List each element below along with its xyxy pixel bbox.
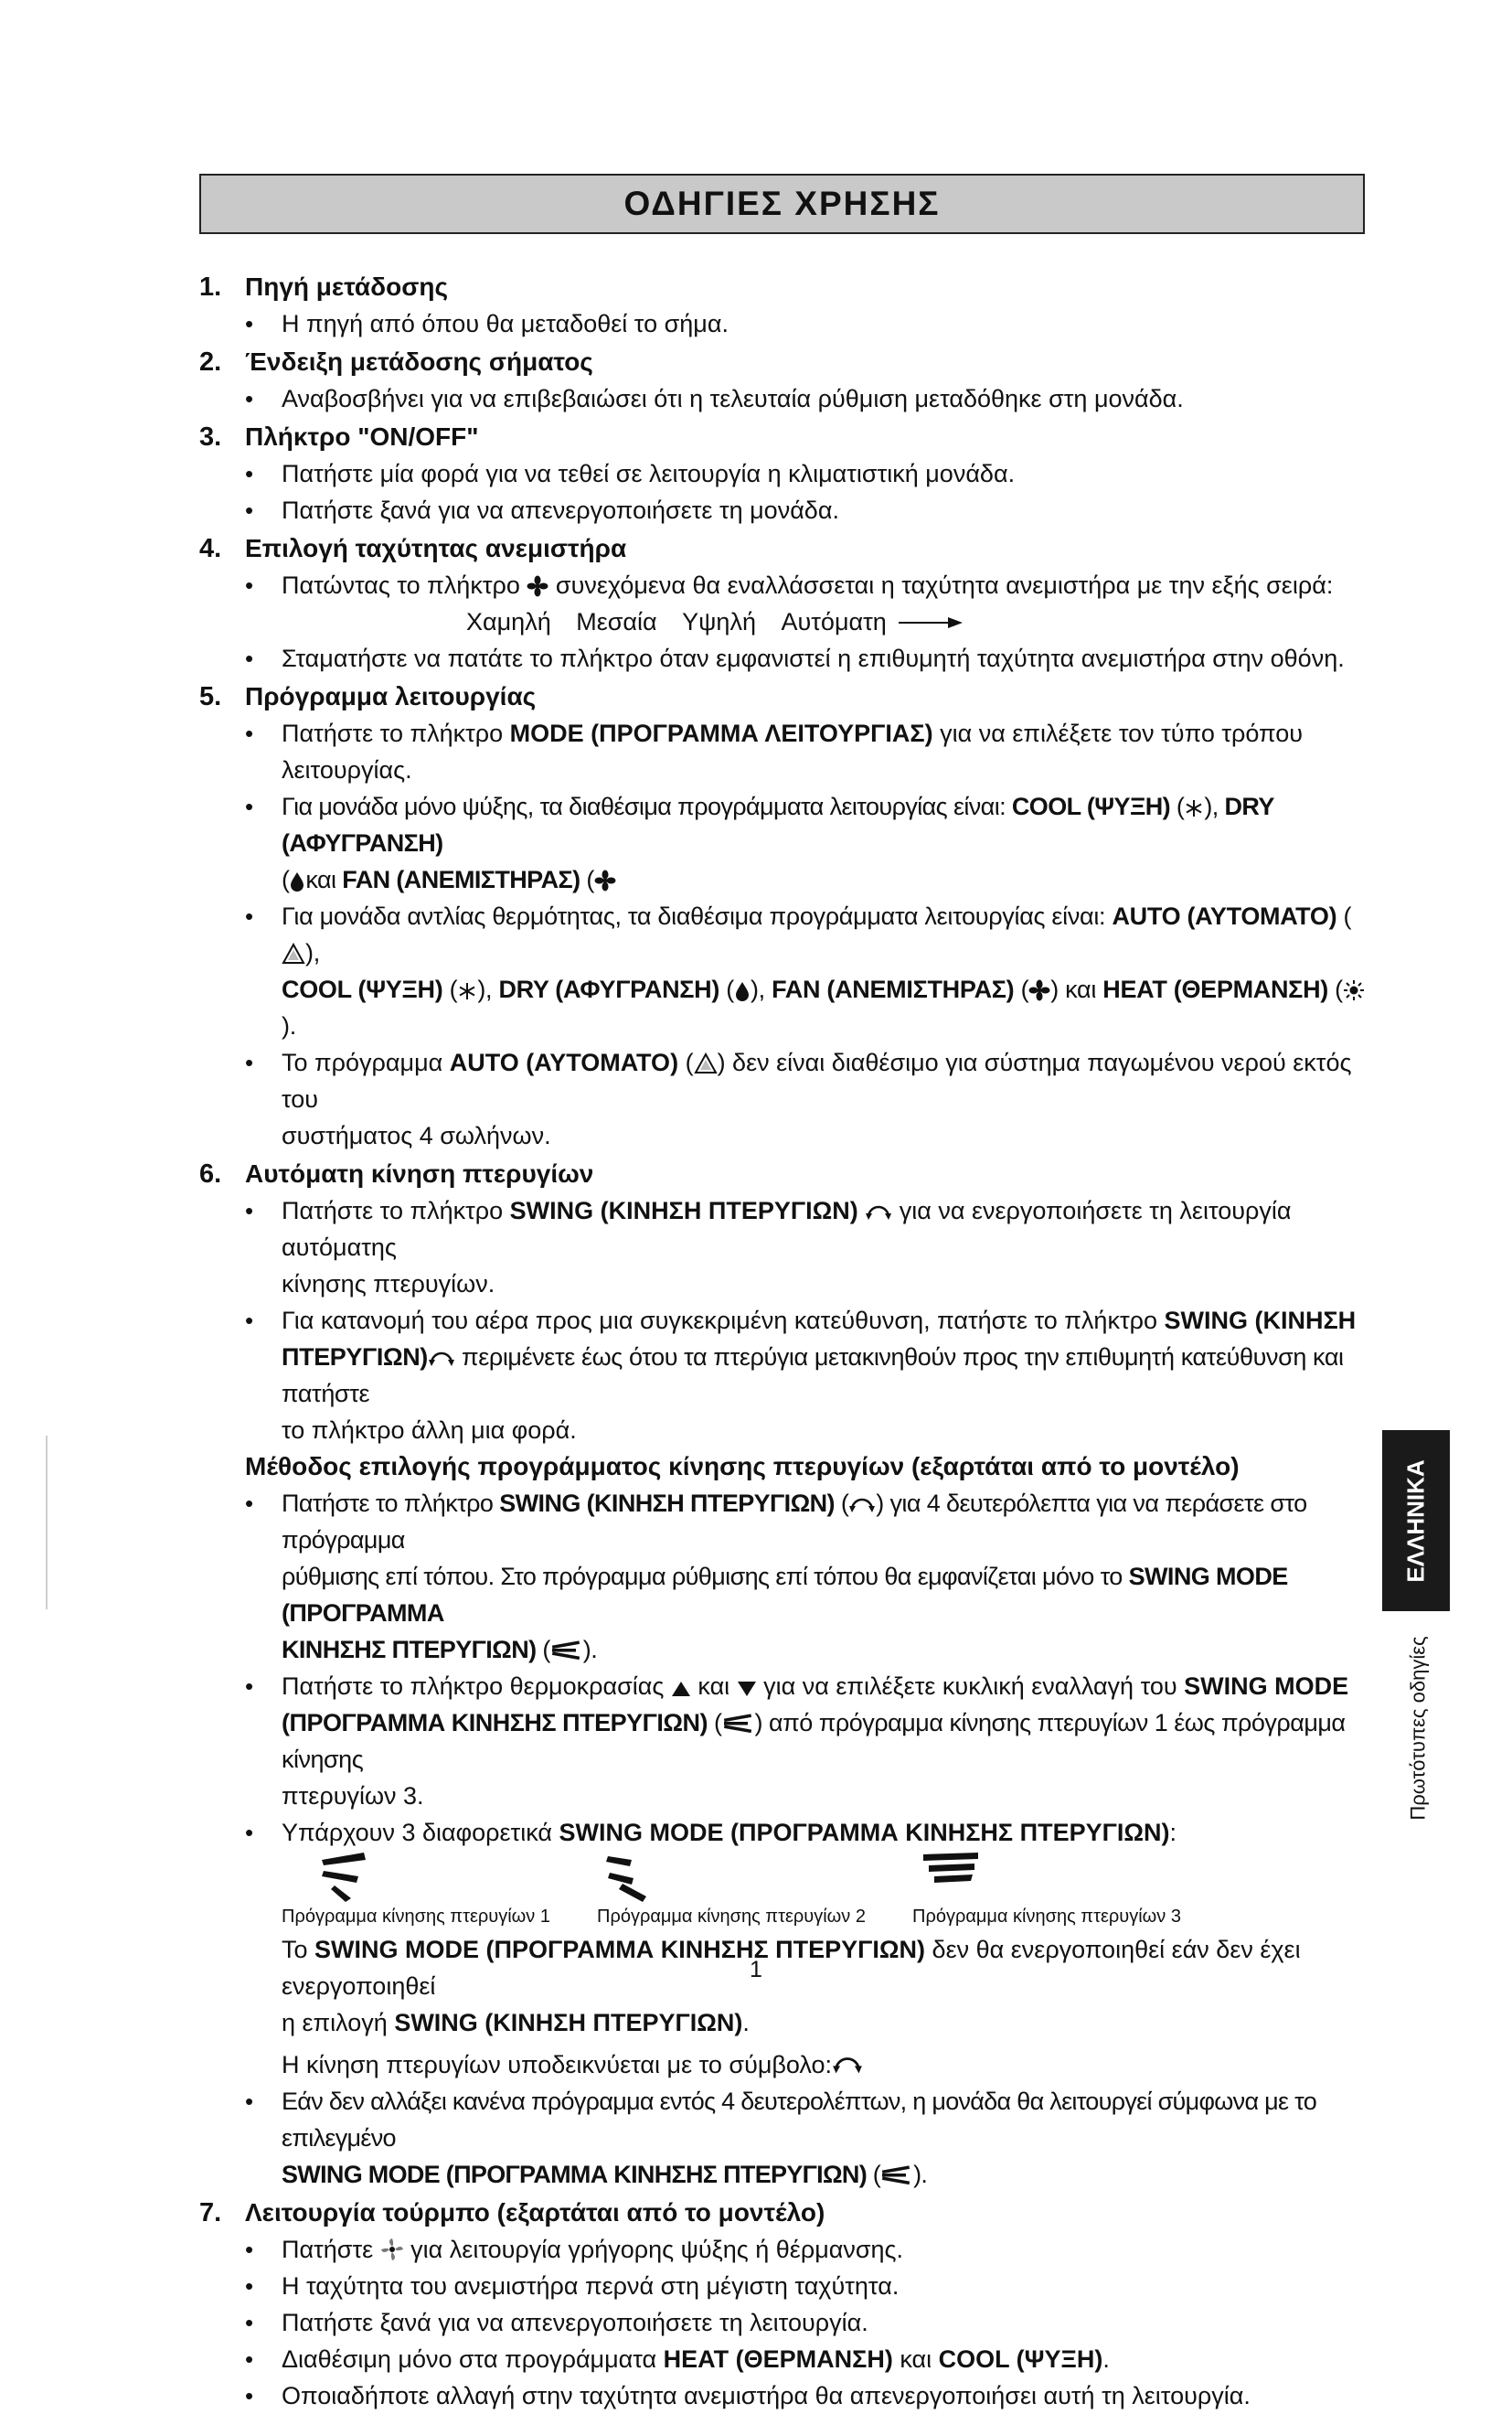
auto-icon bbox=[282, 943, 305, 965]
list-item: • Σταματήστε να πατάτε το πλήκτρο όταν εμφανιστεί η επιθυμητή ταχύτητα ανεμιστήρα στην οθόνη. bbox=[199, 640, 1374, 677]
margin-mark bbox=[46, 1436, 48, 1609]
list-item: • Πατήστε μία φορά για να τεθεί σε λειτουργία η κλιματιστική μονάδα. bbox=[199, 455, 1374, 492]
list-item: • Για μονάδα αντλίας θερμότητας, τα διαθέσιμα προγράμματα λειτουργίας είναι: AUTO (ΑΥΤΟΜΑΤΟ) (), COOL (ΨΥΞΗ) ( ), DRY (ΑΦΥΓΡΑΝΣΗ) ( ), FAN (ΑΝΕΜΙΣΤΗΡΑΣ) ( ) και HEAT (ΘΕΡΜΑΝΣΗ) (). bbox=[199, 898, 1374, 1044]
section-title: Λειτουργία τούρμπο (εξαρτάται από το μοντέλο) bbox=[245, 2198, 825, 2227]
page-title: ΟΔΗΓΙΕΣ ΧΡΗΣΗΣ bbox=[623, 185, 941, 222]
speed-medium: Μεσαία bbox=[576, 608, 657, 636]
section-7-list bbox=[199, 2231, 1374, 2414]
section-5-list bbox=[199, 715, 1374, 1154]
speed-auto: Αυτόματη bbox=[781, 608, 887, 636]
section-title: Πηγή μετάδοσης bbox=[245, 272, 449, 301]
list-item: • Για μονάδα μόνο ψύξης, τα διαθέσιμα προγράμματα λειτουργίας είναι: COOL (ΨΥΞΗ) ( ), DRY (ΑΦΥΓΡΑΝΣΗ) ( και FAN (ΑΝΕΜΙΣΤΗΡΑΣ) ( bbox=[199, 788, 1374, 898]
list-item: • Οποιαδήποτε αλλαγή στην ταχύτητα ανεμιστήρα θα απενεργοποιήσει αυτή τη λειτουργία. bbox=[199, 2377, 1374, 2414]
section-number: 3. bbox=[199, 422, 222, 452]
triangle-down-icon bbox=[737, 1680, 757, 1698]
swing-mode-2-label: Πρόγραμμα κίνησης πτερυγίων 2 bbox=[597, 1907, 866, 1927]
dry-icon bbox=[734, 981, 751, 1001]
section-1-list bbox=[199, 305, 1374, 342]
swing-icon bbox=[848, 1491, 876, 1515]
section-number: 6. bbox=[199, 1159, 222, 1189]
section-3-heading bbox=[199, 419, 1374, 455]
list-item: • Πατήστε το πλήκτρο MODE (ΠΡΟΓΡΑΜΜΑ ΛΕΙΤΟΥΡΓΙΑΣ) για να επιλέξετε τον τύπο τρόπου λειτουργίας. bbox=[199, 715, 1374, 788]
section-number: 4. bbox=[199, 534, 222, 563]
swing-mode-3-label: Πρόγραμμα κίνησης πτερυγίων 3 bbox=[912, 1907, 1181, 1927]
section-7-heading bbox=[199, 2195, 1374, 2231]
fan-icon bbox=[594, 870, 616, 892]
dry-icon bbox=[289, 871, 305, 892]
list-item: • Το πρόγραμμα AUTO (ΑΥΤΟΜΑΤΟ) ( ) δεν είναι διαθέσιμο για σύστημα παγωμένου νερού εκτός του συστήματος 4 σωλήνων. bbox=[199, 1044, 1374, 1154]
list-item: • Εάν δεν αλλάξει κανένα πρόγραμμα εντός 4 δευτερολέπτων, η μονάδα θα λειτουργεί σύμφωνα με το επιλεγμένο SWING MODE (ΠΡΟΓΡΑΜΜΑ ΚΙΝΗΣΗΣ ΠΤΕΡΥΓΙΩΝ) ( ). bbox=[199, 2083, 1374, 2193]
list-item: • Πατώντας το πλήκτρο συνεχόμενα θα εναλλάσσεται η ταχύτητα ανεμιστήρα με την εξής σειρά: bbox=[199, 567, 1374, 604]
speed-low: Χαμηλή bbox=[466, 608, 551, 636]
language-tab bbox=[1382, 1430, 1450, 1611]
turbo-icon bbox=[380, 2238, 404, 2261]
list-item: • Πατήστε το πλήκτρο SWING (ΚΙΝΗΣΗ ΠΤΕΡΥΓΙΩΝ) για να ενεργοποιήσετε τη λειτουργία αυτόματης κίνησης πτερυγίων. bbox=[199, 1192, 1374, 1302]
section-number: 2. bbox=[199, 347, 222, 377]
page-number: 1 bbox=[750, 1957, 762, 1982]
section-title: Αυτόματη κίνηση πτερυγίων bbox=[245, 1159, 594, 1188]
speed-high: Υψηλή bbox=[682, 608, 756, 636]
sequence-arrow-icon bbox=[899, 616, 963, 629]
swing-mode-icons bbox=[282, 1851, 1374, 1902]
section-number: 7. bbox=[199, 2198, 222, 2227]
heat-icon bbox=[1343, 979, 1365, 1001]
swing-mode-2-icon bbox=[606, 1851, 661, 1902]
section-2-heading bbox=[199, 344, 1374, 380]
list-item: • Η πηγή από όπου θα μεταδοθεί το σήμα. bbox=[199, 305, 1374, 342]
swing-mode-icon bbox=[550, 1638, 583, 1661]
triangle-up-icon bbox=[671, 1680, 691, 1698]
instructions bbox=[199, 267, 1374, 2414]
fan-icon bbox=[527, 575, 548, 597]
original-instructions-note: Πρωτότυπες οδηγίες bbox=[1407, 1636, 1431, 1821]
section-6-heading bbox=[199, 1156, 1374, 1192]
section-1-heading bbox=[199, 269, 1374, 305]
list-item: • Πατήστε ξανά για να απενεργοποιήσετε τη μονάδα. bbox=[199, 492, 1374, 529]
section-4-heading bbox=[199, 530, 1374, 567]
fan-speed-sequence bbox=[199, 604, 1374, 640]
page-title-bar bbox=[199, 174, 1365, 234]
list-item: • Για κατανομή του αέρα προς μια συγκεκριμένη κατεύθυνση, πατήστε το πλήκτρο SWING (ΚΙΝΗΣΗ ΠΤΕΡΥΓΙΩΝ) περιμένετε έως ότου τα πτερύγια μετακινηθούν προς την επιθυμητή κατεύθυνση και πατήστε το πλήκτρο άλλη μια φορά. bbox=[199, 1302, 1374, 1448]
cool-icon bbox=[457, 981, 477, 1001]
section-title: Πλήκτρο "ON/OFF" bbox=[245, 422, 479, 451]
section-4-list bbox=[199, 567, 1374, 604]
list-item: • Υπάρχουν 3 διαφορετικά SWING MODE (ΠΡΟΓΡΑΜΜΑ ΚΙΝΗΣΗΣ ΠΤΕΡΥΓΙΩΝ): bbox=[199, 1814, 1374, 1851]
list-item: • Πατήστε για λειτουργία γρήγορης ψύξης ή θέρμανσης. bbox=[199, 2231, 1374, 2268]
cool-icon bbox=[1184, 798, 1204, 818]
section-5-heading bbox=[199, 678, 1374, 715]
swing-icon bbox=[865, 1199, 892, 1223]
swing-mode-3-icon bbox=[921, 1851, 985, 1887]
list-item: • Πατήστε ξανά για να απενεργοποιήσετε τη λειτουργία. bbox=[199, 2304, 1374, 2341]
list-item: • Πατήστε το πλήκτρο θερμοκρασίας και για να επιλέξετε κυκλική εναλλαγή του SWING MODE (ΠΡΟΓΡΑΜΜΑ ΚΙΝΗΣΗΣ ΠΤΕΡΥΓΙΩΝ) ( ) από πρόγραμμα κίνησης πτερυγίων 1 έως πρόγραμμα κίνησης πτερυγίων 3. bbox=[199, 1668, 1374, 1814]
swing-mode-icon bbox=[722, 1711, 755, 1735]
swing-icon bbox=[428, 1345, 455, 1369]
swing-mode-icon bbox=[880, 2163, 913, 2186]
section-title: Πρόγραμμα λειτουργίας bbox=[245, 682, 537, 710]
subsection-heading: Μέθοδος επιλογής προγράμματος κίνησης πτερυγίων (εξαρτάται από το μοντέλο) bbox=[245, 1452, 1240, 1480]
list-item: • Διαθέσιμη μόνο στα προγράμματα HEAT (ΘΕΡΜΑΝΣΗ) και COOL (ΨΥΞΗ). bbox=[199, 2341, 1374, 2377]
swing-mode-1-icon bbox=[318, 1851, 373, 1902]
section-2-list bbox=[199, 380, 1374, 417]
swing-mode-labels bbox=[282, 1902, 1374, 1931]
swing-mode-1-label: Πρόγραμμα κίνησης πτερυγίων 1 bbox=[282, 1907, 550, 1927]
swing-symbol-note: Η κίνηση πτερυγίων υποδεικνύεται με το σύμβολο: bbox=[199, 2046, 1374, 2083]
list-item: • Πατήστε το πλήκτρο SWING (ΚΙΝΗΣΗ ΠΤΕΡΥΓΙΩΝ) ( ) για 4 δευτερόλεπτα για να περάσετε στο πρόγραμμα ρύθμισης επί τόπου. Στο πρόγραμμα ρύθμισης επί τόπου θα εμφανίζεται μόνο το SWING MODE (ΠΡΟΓΡΑΜΜΑ ΚΙΝΗΣΗΣ ΠΤΕΡΥΓΙΩΝ) ( ). bbox=[199, 1485, 1374, 1668]
section-3-list bbox=[199, 455, 1374, 529]
auto-icon bbox=[694, 1052, 718, 1074]
swing-mode-note: Το SWING MODE (ΠΡΟΓΡΑΜΜΑ ΚΙΝΗΣΗΣ ΠΤΕΡΥΓΙΩΝ) δεν θα ενεργοποιηθεί εάν δεν έχει ενεργοποιηθεί η επιλογή SWING (ΚΙΝΗΣΗ ΠΤΕΡΥΓΙΩΝ). bbox=[282, 1936, 1301, 2036]
swing-icon bbox=[832, 2049, 863, 2077]
language-tab-label: ΕΛΛΗΝΙΚΑ bbox=[1401, 1458, 1430, 1583]
section-title: Επιλογή ταχύτητας ανεμιστήρα bbox=[245, 534, 627, 562]
fan-icon bbox=[1028, 979, 1050, 1001]
section-title: Ένδειξη μετάδοσης σήματος bbox=[245, 347, 593, 376]
section-6-list bbox=[199, 1192, 1374, 1448]
list-item: • Η ταχύτητα του ανεμιστήρα περνά στη μέγιστη ταχύτητα. bbox=[199, 2268, 1374, 2304]
list-item: • Αναβοσβήνει για να επιβεβαιώσει ότι η τελευταία ρύθμιση μεταδόθηκε στη μονάδα. bbox=[199, 380, 1374, 417]
section-number: 5. bbox=[199, 682, 222, 711]
section-number: 1. bbox=[199, 272, 222, 302]
